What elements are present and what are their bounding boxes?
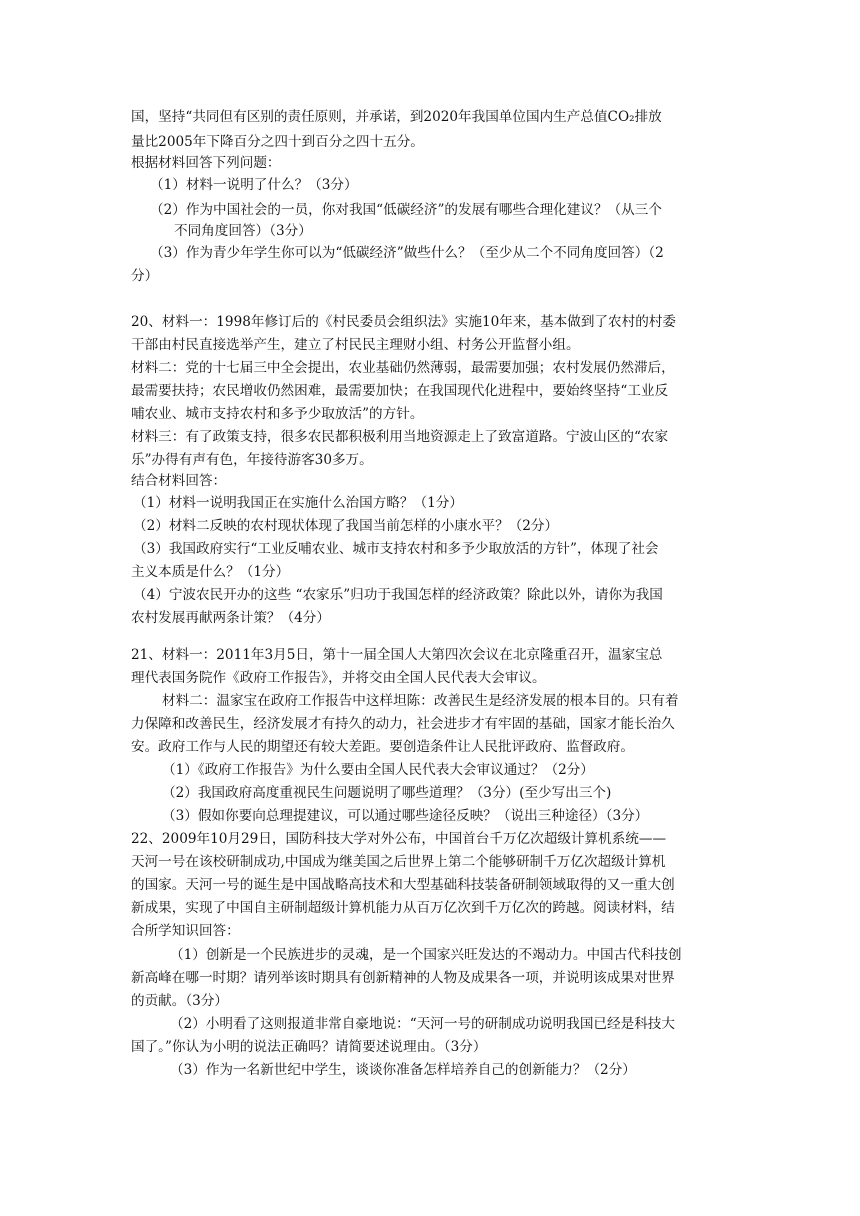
text-line: 22、2009年10月29日，国防科技大学对外公布，中国首台千万亿次超级计算机系统—— — [131, 831, 667, 847]
text-line: （1）材料一说明了什么？（3分） — [150, 177, 358, 193]
text-line: （3）作为青少年学生你可以为“低碳经济”做些什么？（至少从二个不同角度回答）（2 — [150, 245, 664, 261]
text-line: 干部由村民直接选举产生，建立了村民民主理财小组、村务公开监督小组。 — [131, 337, 580, 353]
text-line: 国了。”你认为小明的说法正确吗？请简要述说理由。（3分） — [131, 1039, 487, 1055]
text-line: 新高峰在哪一时期？请列举该时期具有创新精神的人物及成果各一项，并说明该成果对世界 — [131, 970, 675, 986]
text-line: 哺农业、城市支持农村和多予少取放活”的方针。 — [131, 406, 424, 422]
text-line: 结合材料回答： — [131, 473, 227, 489]
text-line: （3）作为一名新世纪中学生，谈谈你准备怎样培养自己的创新能力？（2分） — [170, 1062, 636, 1078]
text-line: 合所学知识回答： — [131, 923, 240, 939]
text-line: 力保障和改善民生，经济发展才有持久的动力，社会进步才有牢固的基础，国家才能长治久 — [131, 716, 675, 732]
text-line: （1）《政府工作报告》为什么要由全国人民代表大会审议通过？（2分） — [162, 762, 594, 778]
text-line: 天河一号在该校研制成功,中国成为继美国之后世界上第二个能够研制千万亿次超级计算机 — [131, 854, 666, 870]
text-line: （2）我国政府高度重视民生问题说明了哪些道理？（3分）(至少写出三个) — [162, 785, 612, 801]
text-line: 21、材料一：2011年3月5日，第十一届全国人大第四次会议在北京隆重召开，温家宝总 — [131, 647, 663, 663]
text-line: （2）作为中国社会的一员，你对我国“低碳经济”的发展有哪些合理化建议？（从三个 — [150, 202, 662, 218]
text-line: 材料三：有了政策支持，很多农民都积极利用当地资源走上了致富道路。宁波山区的“农家 — [131, 429, 669, 445]
text-line: 材料二：党的十七届三中全会提出，农业基础仍然薄弱，最需要加强；农村发展仍然滞后， — [131, 360, 675, 376]
text-line: （4）宁波农民开办的这些 “农家乐”归功于我国怎样的经济政策？除此以外，请你为我国 — [133, 587, 663, 603]
text-line: 分） — [131, 268, 159, 284]
text-line: 最需要扶持；农民增收仍然困难，最需要加快；在我国现代化进程中，要始终坚持“工业反 — [131, 383, 669, 399]
text-line: 20、材料一：1998年修订后的《村民委员会组织法》实施10年来，基本做到了农村的村委 — [131, 314, 676, 330]
text-line: 根据材料回答下列问题： — [131, 155, 281, 171]
text-line: （2）小明看了这则报道非常自豪地说：“天河一号的研制成功说明我国已经是科技大 — [170, 1016, 675, 1032]
text-line: 农村发展再献两条计策？（4分） — [131, 610, 330, 626]
text-line: 的国家。天河一号的诞生是中国战略高技术和大型基础科技装备研制领域取得的又一重大创 — [131, 877, 675, 893]
text-line: 主义本质是什么？（1分） — [131, 564, 290, 580]
text-line: 理代表国务院作《政府工作报告》，并将交由全国人民代表大会审议。 — [131, 670, 546, 686]
text-line: 新成果，实现了中国自主研制超级计算机能力从百万亿次到千万亿次的跨越。阅读材料，结 — [131, 900, 675, 916]
text-line: 的贡献。（3分） — [131, 993, 229, 1009]
text-line: （1）创新是一个民族进步的灵魂，是一个国家兴旺发达的不竭动力。中国古代科技创 — [170, 947, 682, 963]
text-line: （3）我国政府实行“工业反哺农业、城市支持农村和多予少取放活的方针”，体现了社会 — [133, 541, 659, 557]
text-line: （3）假如你要向总理提建议，可以通过哪些途径反映？（说出三种途径）（3分） — [162, 808, 649, 824]
text-line: 安。政府工作与人民的期望还有较大差距。要创造条件让人民批评政府、监督政府。 — [131, 739, 634, 755]
text-line: 材料二：温家宝在政府工作报告中这样坦陈：改善民生是经济发展的根本目的。只有着 — [162, 693, 679, 709]
text-line: （2）材料二反映的农村现状体现了我国当前怎样的小康水平？（2分） — [133, 518, 559, 534]
text-line: （1）材料一说明我国正在实施什么治国方略？（1分） — [133, 495, 463, 511]
text-line: 国，坚持“共同但有区别的责任原则，并承诺，到2020年我国单位国内生产总值CO₂排放 — [131, 109, 662, 125]
text-line: 量比2005年下降百分之四十到百分之四十五分。 — [131, 134, 424, 150]
text-line: 不同角度回答）（3分） — [174, 223, 312, 239]
text-line: 乐”办得有声有色，年接待游客30多万。 — [131, 452, 373, 468]
